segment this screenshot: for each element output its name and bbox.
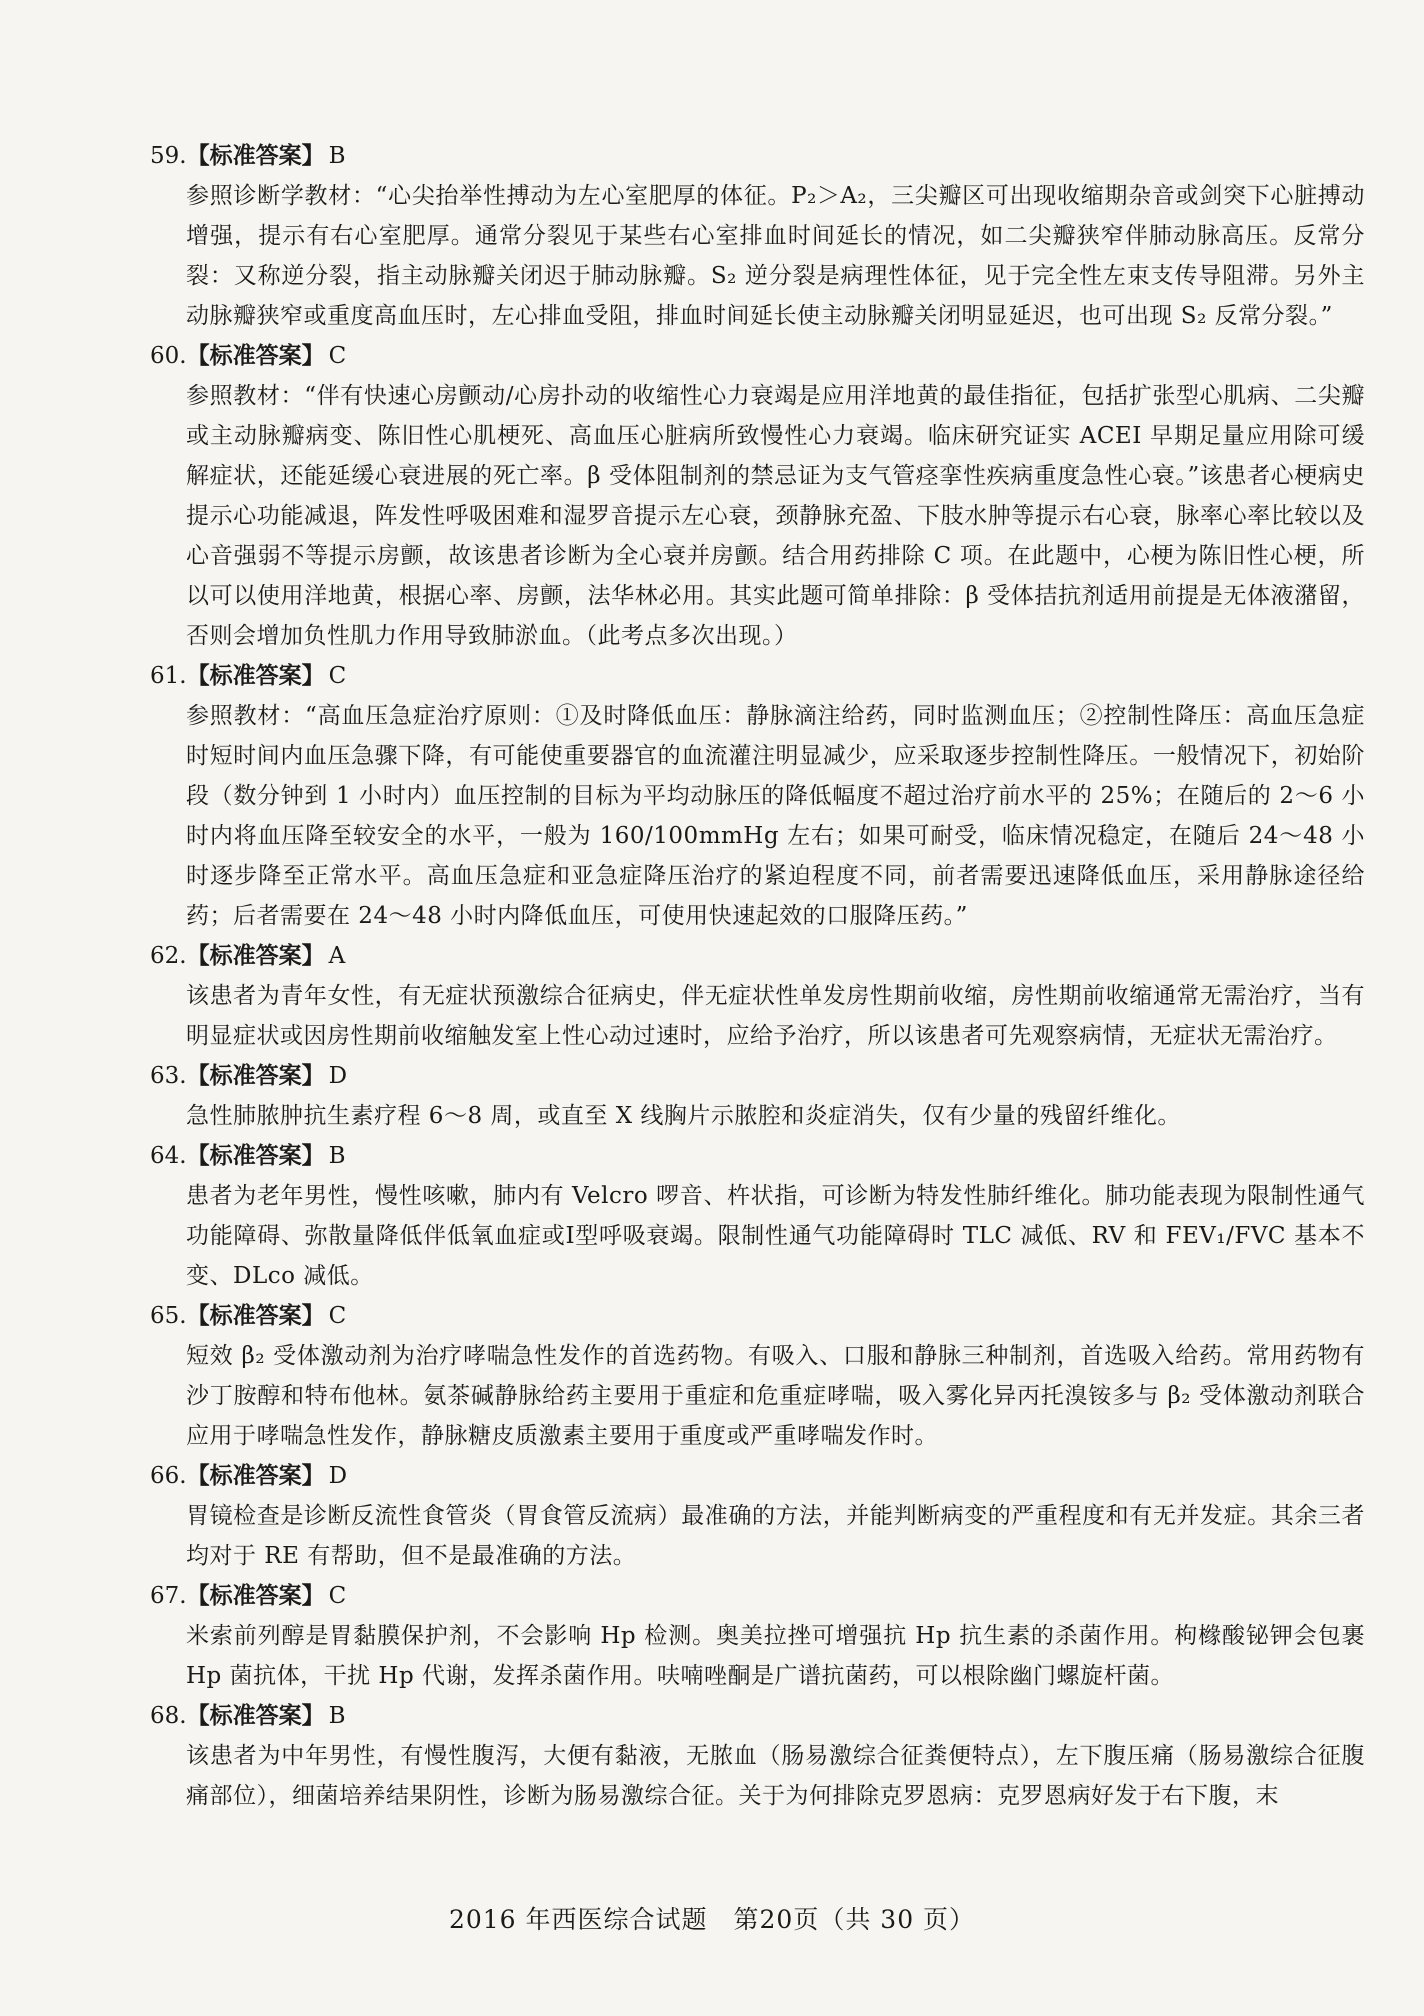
question-number: 61. (150, 663, 187, 689)
answer-letter: C (328, 343, 347, 369)
question-header (150, 1456, 1365, 1496)
question-number: 60. (150, 343, 187, 369)
question-number: 67. (150, 1583, 187, 1609)
answer-letter: B (328, 143, 346, 169)
question-header (150, 136, 1365, 176)
question-60 (150, 336, 1365, 656)
question-59 (150, 136, 1365, 336)
explanation-text: 参照教材：“高血压急症治疗原则：①及时降低血压：静脉滴注给药，同时监测血压；②控制性降压：高血压急症时短时间内血压急骤下降，有可能使重要器官的血流灌注明显减少，应采取逐步控制性降压。一般情况下，初始阶段（数分钟到 1 小时内）血压控制的目标为平均动脉压的降低幅度不超过治疗前水平的 25%；在随后的 2～6 小时内将血压降至较安全的水平，一般为 160/100mmHg 左右；如果可耐受，临床情况稳定，在随后 24～48 小时逐步降至正常水平。高血压急症和亚急症降压治疗的紧迫程度不同，前者需要迅速降低血压，采用静脉途径给药；后者需要在 24～48 小时内降低血压，可使用快速起效的口服降压药。” (186, 703, 1365, 929)
question-63 (150, 1056, 1365, 1136)
explanation-text: 短效 β₂ 受体激动剂为治疗哮喘急性发作的首选药物。有吸入、口服和静脉三种制剂，首选吸入给药。常用药物有沙丁胺醇和特布他林。氨茶碱静脉给药主要用于重症和危重症哮喘，吸入雾化异丙托溴铵多与 β₂ 受体激动剂联合应用于哮喘急性发作，静脉糖皮质激素主要用于重度或严重哮喘发作时。 (186, 1343, 1365, 1449)
explanation-text: 参照诊断学教材：“心尖抬举性搏动为左心室肥厚的体征。P₂＞A₂，三尖瓣区可出现收缩期杂音或剑突下心脏搏动增强，提示有右心室肥厚。通常分裂见于某些右心室排血时间延长的情况，如二尖瓣狭窄伴肺动脉高压。反常分裂：又称逆分裂，指主动脉瓣关闭迟于肺动脉瓣。S₂ 逆分裂是病理性体征，见于完全性左束支传导阻滞。另外主动脉瓣狭窄或重度高血压时，左心排血受阻，排血时间延长使主动脉瓣关闭明显延迟，也可出现 S₂ 反常分裂。” (186, 183, 1365, 329)
answer-tag: 【标准答案】 (186, 142, 325, 169)
answer-letter: A (328, 943, 346, 969)
question-header (150, 936, 1365, 976)
explanation-text: 该患者为青年女性，有无症状预激综合征病史，伴无症状性单发房性期前收缩，房性期前收缩通常无需治疗，当有明显症状或因房性期前收缩触发室上性心动过速时，应给予治疗，所以该患者可先观察病情，无症状无需治疗。 (186, 983, 1365, 1049)
question-number: 66. (150, 1463, 187, 1489)
explanation-text: 患者为老年男性，慢性咳嗽，肺内有 Velcro 啰音、杵状指，可诊断为特发性肺纤维化。肺功能表现为限制性通气功能障碍、弥散量降低伴低氧血症或Ⅰ型呼吸衰竭。限制性通气功能障碍时 TLC 减低、RV 和 FEV₁/FVC 基本不变、DLco 减低。 (186, 1183, 1365, 1289)
question-number: 59. (150, 143, 187, 169)
answer-tag: 【标准答案】 (186, 1142, 325, 1169)
page-footer: 2016 年西医综合试题 第20页（共 30 页） (448, 1905, 976, 1934)
answer-tag: 【标准答案】 (186, 942, 325, 969)
answer-letter: C (328, 1583, 347, 1609)
answer-tag: 【标准答案】 (186, 1462, 325, 1489)
question-66 (150, 1456, 1365, 1576)
question-61 (150, 656, 1365, 936)
answer-letter: C (328, 663, 347, 689)
explanation-text: 米索前列醇是胃黏膜保护剂，不会影响 Hp 检测。奥美拉挫可增强抗 Hp 抗生素的杀菌作用。枸橼酸铋钾会包裹 Hp 菌抗体，干扰 Hp 代谢，发挥杀菌作用。呋喃唑酮是广谱抗菌药，可以根除幽门螺旋杆菌。 (186, 1623, 1365, 1689)
question-header (150, 1576, 1365, 1616)
question-header (150, 1056, 1365, 1096)
explanation-text: 胃镜检查是诊断反流性食管炎（胃食管反流病）最准确的方法，并能判断病变的严重程度和有无并发症。其余三者均对于 RE 有帮助，但不是最准确的方法。 (186, 1503, 1365, 1569)
question-number: 63. (150, 1063, 187, 1089)
answer-tag: 【标准答案】 (186, 1302, 325, 1329)
question-header (150, 1296, 1365, 1336)
question-header (150, 1136, 1365, 1176)
explanation-text: 参照教材：“伴有快速心房颤动/心房扑动的收缩性心力衰竭是应用洋地黄的最佳指征，包括扩张型心肌病、二尖瓣或主动脉瓣病变、陈旧性心肌梗死、高血压心脏病所致慢性心力衰竭。临床研究证实 ACEI 早期足量应用除可缓解症状，还能延缓心衰进展的死亡率。β 受体阻制剂的禁忌证为支气管痉挛性疾病重度急性心衰。”该患者心梗病史提示心功能减退，阵发性呼吸困难和湿罗音提示左心衰，颈静脉充盈、下肢水肿等提示右心衰，脉率心率比较以及心音强弱不等提示房颤，故该患者诊断为全心衰并房颤。结合用药排除 C 项。在此题中，心梗为陈旧性心梗，所以可以使用洋地黄，根据心率、房颤，法华林必用。其实此题可简单排除：β 受体拮抗剂适用前提是无体液潴留，否则会增加负性肌力作用导致肺淤血。（此考点多次出现。） (186, 383, 1365, 649)
question-number: 68. (150, 1703, 187, 1729)
answer-letter: B (328, 1703, 346, 1729)
question-67 (150, 1576, 1365, 1696)
question-header (150, 656, 1365, 696)
question-header (150, 336, 1365, 376)
answer-letter: D (328, 1463, 348, 1489)
answer-letter: B (328, 1143, 346, 1169)
answer-tag: 【标准答案】 (186, 1062, 325, 1089)
answer-tag: 【标准答案】 (186, 662, 325, 689)
question-header (150, 1696, 1365, 1736)
question-64 (150, 1136, 1365, 1296)
answer-tag: 【标准答案】 (186, 342, 325, 369)
answer-letter: C (328, 1303, 347, 1329)
question-65 (150, 1296, 1365, 1456)
question-number: 64. (150, 1143, 187, 1169)
answer-tag: 【标准答案】 (186, 1702, 325, 1729)
question-number: 62. (150, 943, 187, 969)
question-number: 65. (150, 1303, 187, 1329)
explanation-text: 急性肺脓肿抗生素疗程 6～8 周，或直至 X 线胸片示脓腔和炎症消失，仅有少量的残留纤维化。 (186, 1103, 1181, 1129)
answer-letter: D (328, 1063, 348, 1089)
question-68 (150, 1696, 1365, 1816)
explanation-text: 该患者为中年男性，有慢性腹泻，大便有黏液，无脓血（肠易激综合征粪便特点），左下腹压痛（肠易激综合征腹痛部位），细菌培养结果阴性，诊断为肠易激综合征。关于为何排除克罗恩病：克罗恩病好发于右下腹，末 (186, 1743, 1365, 1809)
answer-list (150, 136, 1365, 1816)
question-62 (150, 936, 1365, 1056)
answer-tag: 【标准答案】 (186, 1582, 325, 1609)
